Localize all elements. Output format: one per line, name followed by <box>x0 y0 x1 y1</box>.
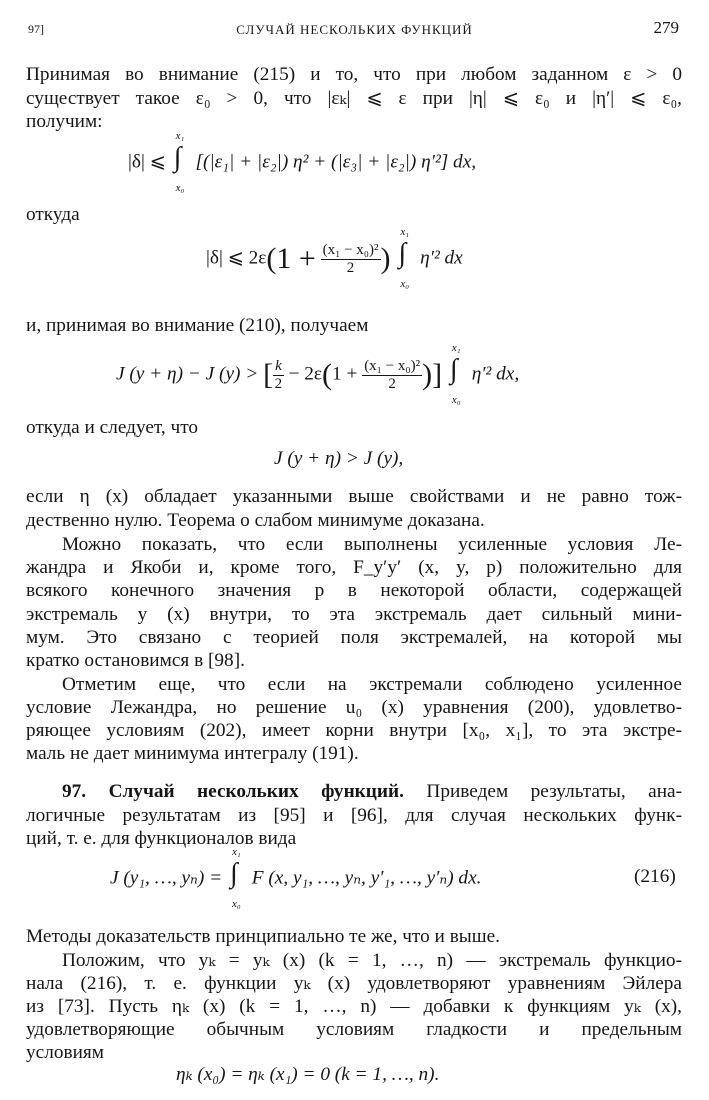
text-line: ряющее условиям (202), имеет корни внутри [x₀, x₁], то эта экстре- <box>26 720 682 741</box>
equation-2: |δ| ⩽ 2ε(1 + $\frac{\text{(x₁ − x₀)²}}{2}$ ) x₁ ∫ x₀ η′² dx <box>206 226 463 290</box>
text-line: существует такое ε₀ > 0, что |εₖ| ⩽ ε при |η| ⩽ ε₀ и |η′| ⩽ ε₀, <box>26 88 682 109</box>
section-number: 97] <box>28 22 44 36</box>
text-line: получим: <box>26 111 103 132</box>
equation-3: J (y + η) − J (y) > [ $\frac{k}{2}$ − 2ε(1 + $\frac{\text{(x₁ − x₀)²}}{2}$ )] x₁ ∫ x₀ η′² dx, <box>116 342 520 406</box>
text-line: маль не дает минимума интегралу (191). <box>26 743 359 764</box>
page-number: 279 <box>653 18 679 37</box>
integral-sign: x₁ ∫ x₀ <box>229 846 241 910</box>
text-line: удовлетворяющие обычным условиям гладкости и предельным <box>26 1019 682 1040</box>
integral-sign: x₁ ∫ x₀ <box>449 342 461 406</box>
text-line: логичные результатам из [95] и [96], для случая нескольких функ- <box>26 805 682 826</box>
section-heading: 97. Случай нескольких функций. <box>62 781 404 802</box>
text-line: кратко остановимся в [98]. <box>26 650 245 671</box>
text-line: всякого конечного значения p в некоторой области, содержащей <box>26 580 682 601</box>
text-line: Методы доказательств принципиально те же, что и выше. <box>26 926 500 947</box>
equation-number: (216) <box>634 866 676 887</box>
text-line: экстремаль y (x) внутри, то эта экстремаль дает сильный мини- <box>26 604 682 625</box>
text-line: откуда и следует, что <box>26 417 199 438</box>
text-line: условие Лежандра, но решение u₀ (x) уравнения (200), удовлетво- <box>26 697 682 718</box>
running-header <box>0 16 709 40</box>
text-line: условиям <box>26 1042 104 1063</box>
equation-4: J (y + η) > J (y), <box>274 448 404 469</box>
equation-6: ηₖ (x₀) = ηₖ (x₁) = 0 (k = 1, …, n). <box>176 1064 440 1085</box>
text-line: ций, т. е. для функционалов вида <box>26 828 297 849</box>
text-line: откуда <box>26 204 80 225</box>
text-line: мум. Это связано с теорией поля экстремалей, на которой мы <box>26 627 682 648</box>
text-line: Принимая во внимание (215) и то, что при любом заданном ε > 0 <box>26 64 682 85</box>
equation-5: J (y₁, …, yₙ) = x₁ ∫ x₀ F (x, y₁, …, yₙ, y′₁, …, y′ₙ) dx. <box>110 846 482 910</box>
running-title: СЛУЧАЙ НЕСКОЛЬКИХ ФУНКЦИЙ <box>236 22 473 37</box>
text-line: из [73]. Пусть ηₖ (x) (k = 1, …, n) — добавки к функциям yₖ (x), <box>26 996 682 1017</box>
text-line: жандра и Якоби и, кроме того, F_y′y′ (x, y, p) положительно для <box>26 557 682 578</box>
section-heading-line: 97. Случай нескольких функций. Приведем результаты, ана- <box>62 781 682 802</box>
text-line: нала (216), т. е. функции yₖ (x) удовлетворяют уравнениям Эйлера <box>26 973 682 994</box>
text-line: если η (x) обладает указанными выше свойствами и не равно тож- <box>26 486 682 507</box>
integral-sign: x₁ ∫ x₀ <box>173 130 185 194</box>
text-line: и, принимая во внимание (210), получаем <box>26 315 369 336</box>
text-line: Можно показать, что если выполнены усиленные условия Ле- <box>62 534 682 555</box>
text-line: Положим, что yₖ = yₖ (x) (k = 1, …, n) — экстремаль функцио- <box>62 950 682 971</box>
integral-sign: x₁ ∫ x₀ <box>398 226 410 290</box>
text-line: Отметим еще, что если на экстремали соблюдено усиленное <box>62 674 682 695</box>
equation-1: |δ| ⩽ x₁ ∫ x₀ [(|ε₁| + |ε₂|) η² + (|ε₃| + |ε₂|) η′²] dx, <box>128 130 477 194</box>
text-line: дественно нулю. Теорема о слабом минимуме доказана. <box>26 510 485 531</box>
